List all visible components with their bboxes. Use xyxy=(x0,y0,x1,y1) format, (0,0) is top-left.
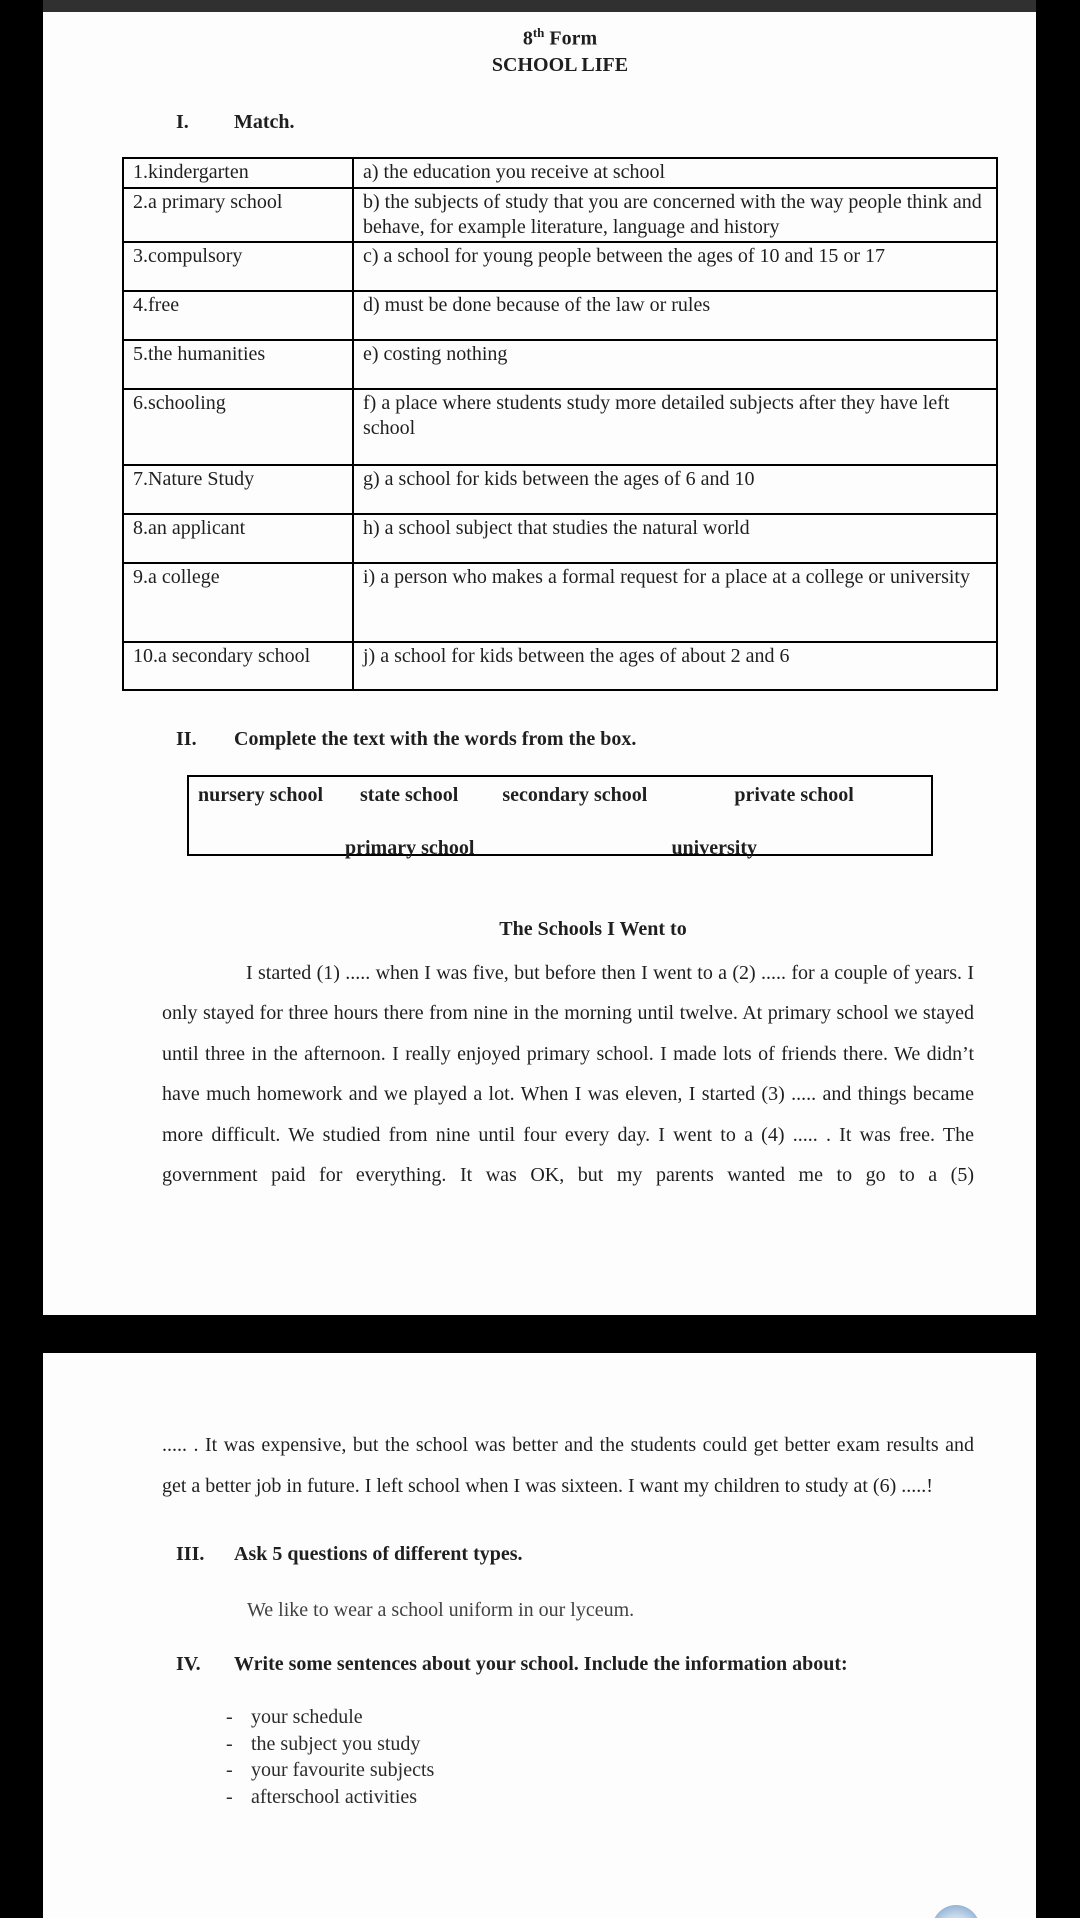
passage-paragraph-part-1: I started (1) ..... when I was five, but before then I went to a (2) ..... for a couple of years. I only stayed for three hours there from nine in the morning until twelve. At primary school we stayed until three in the afternoon. I really enjoyed primary school. I made lots of friends there. We didn’t have much homework and we played a lot. When I was eleven, I started (3) ..... and things became more difficult. We studied from nine until four every day. I went to a (4) ..... . It was free. The government paid for everything. It was OK, but my parents wanted me to go to a (5) xyxy=(162,961,974,1187)
bullet-text: the subject you study xyxy=(251,1732,421,1755)
list-item xyxy=(226,1784,998,1811)
word-bank-row-2 xyxy=(189,835,931,861)
doc-title xyxy=(122,12,998,52)
table-row xyxy=(123,514,997,563)
list-item xyxy=(226,1757,998,1784)
section-2-numeral: II. xyxy=(176,727,197,750)
match-definition-cell: h) a school subject that studies the natural world xyxy=(353,514,997,563)
match-term-cell: 3.compulsory xyxy=(123,242,353,291)
table-row xyxy=(123,158,997,188)
doc-title-rest: Form xyxy=(544,27,598,50)
example-sentence: We like to wear a school uniform in our lyceum. xyxy=(247,1599,635,1621)
floating-action-button-partial[interactable] xyxy=(932,1905,980,1918)
match-definition-cell: b) the subjects of study that you are concerned with the way people think and behave, for example literature, language and history xyxy=(353,188,997,242)
bullet-text: your favourite subjects xyxy=(251,1759,435,1781)
section-4-numeral: IV. xyxy=(176,1653,201,1675)
match-term-cell: 9.a college xyxy=(123,563,353,642)
bullet-marker: - xyxy=(226,1732,233,1755)
section-3-numeral: III. xyxy=(176,1543,205,1565)
match-term-cell: 8.an applicant xyxy=(123,514,353,563)
bullet-text: your schedule xyxy=(251,1706,363,1728)
match-definition-cell: a) the education you receive at school xyxy=(353,158,997,188)
match-term-cell: 10.a secondary school xyxy=(123,642,353,690)
match-definition-cell: f) a place where students study more detailed subjects after they have left school xyxy=(353,389,997,465)
section-4-heading xyxy=(122,1651,998,1677)
match-term-cell: 7.Nature Study xyxy=(123,465,353,514)
match-term-cell: 6.schooling xyxy=(123,389,353,465)
table-row xyxy=(123,642,997,690)
match-definition-cell: e) costing nothing xyxy=(353,340,997,389)
bullet-text: afterschool activities xyxy=(251,1785,418,1808)
match-definition-cell: i) a person who makes a formal request for a place at a college or university xyxy=(353,563,997,642)
bullet-list xyxy=(122,1704,998,1810)
worksheet-page-1 xyxy=(43,12,1036,1315)
table-row xyxy=(123,389,997,465)
table-row xyxy=(123,465,997,514)
word-bank-item: private school xyxy=(734,783,854,806)
section-2-label: Complete the text with the words from the box. xyxy=(234,727,637,750)
match-definition-cell: g) a school for kids between the ages of 6 and 10 xyxy=(353,465,997,514)
match-term-cell: 4.free xyxy=(123,291,353,340)
section-3-label: Ask 5 questions of different types. xyxy=(234,1543,523,1565)
passage-title: The Schools I Went to xyxy=(499,917,687,940)
word-bank-item: nursery school xyxy=(198,783,323,806)
doc-title-number: 8 xyxy=(522,27,533,50)
table-row xyxy=(123,563,997,642)
bullet-marker: - xyxy=(226,1785,233,1808)
scan-top-strip xyxy=(43,0,1036,12)
word-bank-item: state school xyxy=(360,783,459,806)
list-item xyxy=(226,1704,998,1731)
table-row xyxy=(123,242,997,291)
section-4-label: Write some sentences about your school. Include the information about: xyxy=(234,1653,848,1675)
table-row xyxy=(123,340,997,389)
match-term-cell: 2.a primary school xyxy=(123,188,353,242)
worksheet-page-2 xyxy=(43,1353,1036,1918)
list-item xyxy=(226,1731,998,1758)
match-term-cell: 5.the humanities xyxy=(123,340,353,389)
match-definition-cell: c) a school for young people between the ages of 10 and 15 or 17 xyxy=(353,242,997,291)
match-definition-cell: d) must be done because of the law or rules xyxy=(353,291,997,340)
word-bank-row-1 xyxy=(189,782,931,808)
passage-paragraph-part-2: ..... . It was expensive, but the school was better and the students could get better exam results and get a better job in future. I left school when I was sixteen. I want my children to study at (6) .....! xyxy=(162,1434,974,1497)
match-table xyxy=(122,157,998,691)
section-3-heading xyxy=(122,1541,998,1567)
doc-subtitle: SCHOOL LIFE xyxy=(491,53,629,76)
word-bank-item: primary school xyxy=(345,836,475,859)
table-row xyxy=(123,291,997,340)
section-1-numeral: I. xyxy=(176,110,189,133)
section-1-label: Match. xyxy=(234,110,295,133)
word-bank-item: university xyxy=(671,836,757,859)
table-row xyxy=(123,188,997,242)
section-1-heading xyxy=(122,109,998,135)
word-bank-item: secondary school xyxy=(502,783,648,806)
word-bank-box xyxy=(187,775,933,859)
section-2-heading xyxy=(122,726,998,752)
bullet-marker: - xyxy=(226,1759,233,1781)
doc-title-ordinal-suffix: th xyxy=(532,25,545,40)
bullet-marker: - xyxy=(226,1706,233,1728)
match-definition-cell: j) a school for kids between the ages of about 2 and 6 xyxy=(353,642,997,690)
match-term-cell: 1.kindergarten xyxy=(123,158,353,188)
